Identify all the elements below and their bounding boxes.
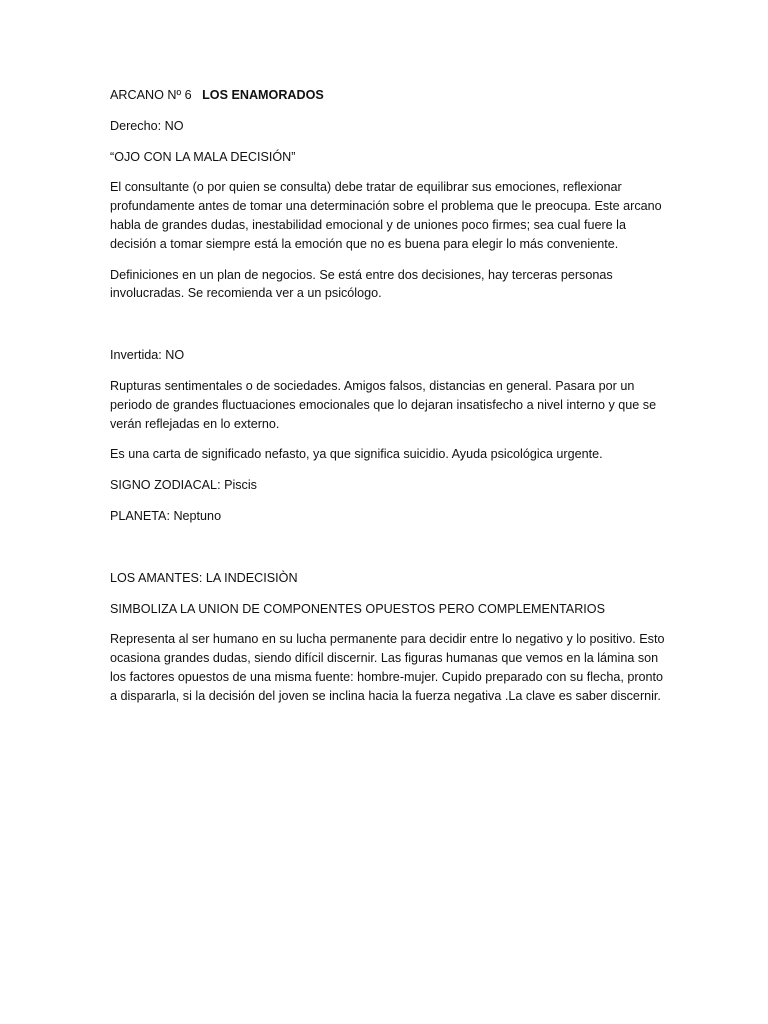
lovers-paragraph-1: Representa al ser humano en su lucha permanente para decidir entre lo negativo y lo positivo. Esto ocasiona grandes dudas, siendo difícil discernir. Las figuras humanas que vemos en la lámina son los factores opuestos de una misma fuente: hombre-mujer. Cupido preparado con su flecha, pronto a dispararla, si la decisión del joven se inclina hacia la fuerza negativa .La clave es saber discernir. (110, 632, 665, 703)
upright-motto: “OJO CON LA MALA DECISIÓN” (110, 149, 296, 164)
section-spacer (110, 538, 670, 569)
zodiac-sign: SIGNO ZODIACAL: Piscis (110, 478, 257, 493)
reversed-label: Invertida: NO (110, 348, 185, 363)
planet: PLANETA: Neptuno (110, 508, 222, 523)
section-spacer (110, 315, 670, 346)
upright-paragraph-2: Definiciones en un plan de negocios. Se está entre dos decisiones, hay terceras personas involucradas. Se recomienda ver a un psicólogo. (110, 267, 613, 301)
title-name: LOS ENAMORADOS (202, 88, 324, 102)
reversed-paragraph-1: Rupturas sentimentales o de sociedades. Amigos falsos, distancias en general. Pasara por un periodo de grandes fluctuaciones emocionales que lo dejaran insatisfecho a nivel interno y que se verán reflejadas en lo externo. (110, 378, 657, 431)
upright-label: Derecho: NO (110, 118, 184, 133)
title-prefix: ARCANO Nº 6 (110, 88, 192, 102)
reversed-paragraph-2: Es una carta de significado nefasto, ya que significa suicidio. Ayuda psicológica urgente. (110, 447, 603, 462)
lovers-title: LOS AMANTES: LA INDECISIÒN (110, 570, 298, 585)
lovers-subtitle: SIMBOLIZA LA UNION DE COMPONENTES OPUESTOS PERO COMPLEMENTARIOS (110, 601, 605, 616)
document-page (110, 86, 670, 718)
upright-paragraph-1: El consultante (o por quien se consulta) debe tratar de equilibrar sus emociones, reflexionar profundamente antes de tomar una determinación sobre el problema que le preocupa. Este arcano habla de grandes dudas, inestabilidad emocional y de uniones poco firmes; sea cual fuere la decisión a tomar siempre está la emoción que no es buena para elegir lo más conveniente. (110, 180, 662, 251)
document-title (110, 86, 670, 105)
